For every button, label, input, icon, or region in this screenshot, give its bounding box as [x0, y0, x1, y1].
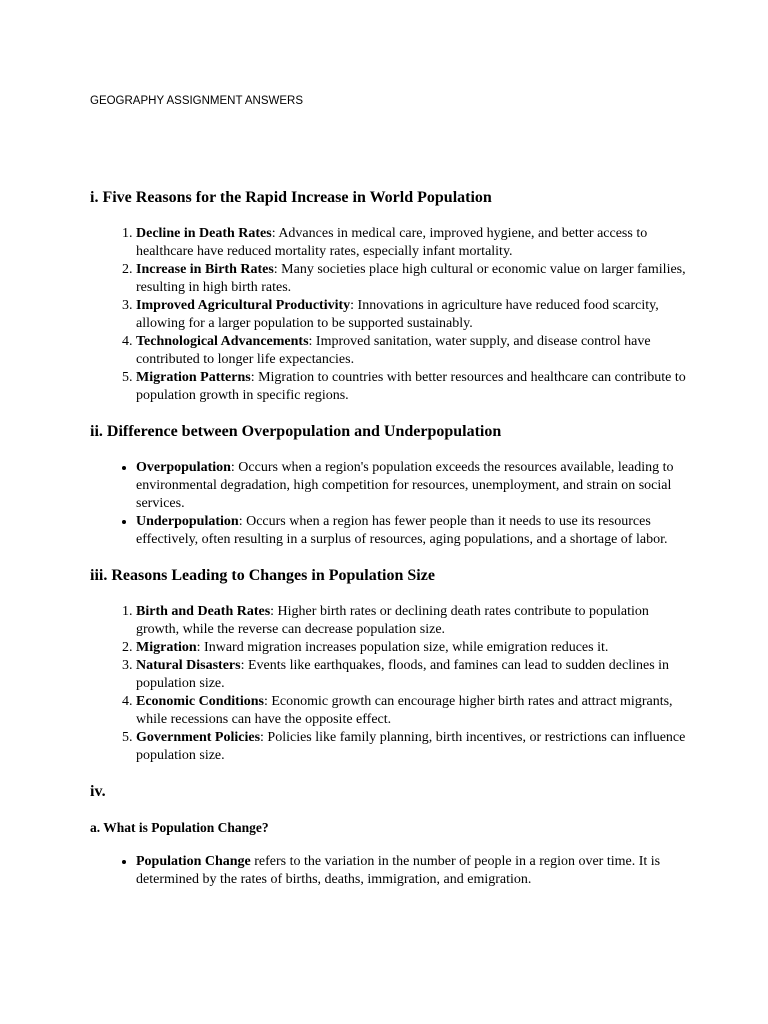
- list-item: [136, 261, 690, 297]
- list-item: [136, 459, 690, 513]
- item-label: Migration Patterns: [136, 370, 251, 385]
- section-heading: i. Five Reasons for the Rapid Increase in World Population: [90, 189, 492, 206]
- list-item: [136, 297, 690, 333]
- item-label: Natural Disasters: [136, 658, 241, 673]
- item-text: : Innovations in agriculture have reduced food scarcity, allowing for a larger population to be supported sustainably.: [136, 298, 659, 331]
- item-label: Population Change: [136, 854, 251, 869]
- item-label: Migration: [136, 640, 197, 655]
- item-text: : Occurs when a region's population exceeds the resources available, leading to environmental degradation, high competition for resources, unemployment, and strain on social services.: [136, 460, 674, 511]
- item-label: Improved Agricultural Productivity: [136, 298, 351, 313]
- list-item: [136, 225, 690, 261]
- list-item: [136, 853, 690, 889]
- item-text: : Many societies place high cultural or economic value on larger families, resulting in high birth rates.: [136, 262, 686, 295]
- bullet-list: [90, 853, 690, 889]
- item-text: : Policies like family planning, birth incentives, or restrictions can influence population size.: [136, 730, 686, 763]
- item-text: : Migration to countries with better resources and healthcare can contribute to population growth in specific regions.: [136, 370, 686, 403]
- item-text: : Advances in medical care, improved hygiene, and better access to healthcare have reduced mortality rates, especially infant mortality.: [136, 226, 648, 259]
- list-item: [136, 369, 690, 405]
- item-label: Birth and Death Rates: [136, 604, 271, 619]
- list-item: [136, 603, 690, 639]
- document-body: [90, 187, 690, 905]
- item-text: : Economic growth can encourage higher birth rates and attract migrants, while recessions can have the opposite effect.: [136, 694, 673, 727]
- item-label: Technological Advancements: [136, 334, 309, 349]
- numbered-list: [90, 603, 690, 765]
- section-heading: ii. Difference between Overpopulation and Underpopulation: [90, 423, 502, 440]
- list-item: [136, 729, 690, 765]
- list-item: [136, 657, 690, 693]
- item-label: Underpopulation: [136, 514, 239, 529]
- item-label: Government Policies: [136, 730, 261, 745]
- bullet-list: [90, 459, 690, 549]
- item-text: : Events like earthquakes, floods, and famines can lead to sudden declines in population size.: [136, 658, 670, 691]
- section-heading: iv.: [90, 783, 106, 800]
- list-item: [136, 333, 690, 369]
- item-text: : Inward migration increases population size, while emigration reduces it.: [196, 640, 609, 655]
- list-item: [136, 639, 690, 657]
- item-label: Economic Conditions: [136, 694, 264, 709]
- list-item: [136, 513, 690, 549]
- section-heading: iii. Reasons Leading to Changes in Population Size: [90, 567, 435, 584]
- document-title: GEOGRAPHY ASSIGNMENT ANSWERS: [90, 95, 304, 107]
- item-text: : Improved sanitation, water supply, and disease control have contributed to longer life expectancies.: [136, 334, 651, 367]
- item-label: Decline in Death Rates: [136, 226, 272, 241]
- item-text: : Occurs when a region has fewer people than it needs to use its resources effectively, often resulting in a surplus of resources, aging populations, and a shortage of labor.: [136, 514, 668, 547]
- item-label: Overpopulation: [136, 460, 231, 475]
- item-text: : Higher birth rates or declining death rates contribute to population growth, while the reverse can decrease population size.: [136, 604, 649, 637]
- numbered-list: [90, 225, 690, 405]
- list-item: [136, 693, 690, 729]
- item-text: refers to the variation in the number of people in a region over time. It is determined by the rates of births, deaths, immigration, and emigration.: [136, 854, 661, 887]
- subsection-heading: a. What is Population Change?: [90, 820, 269, 835]
- item-label: Increase in Birth Rates: [136, 262, 274, 277]
